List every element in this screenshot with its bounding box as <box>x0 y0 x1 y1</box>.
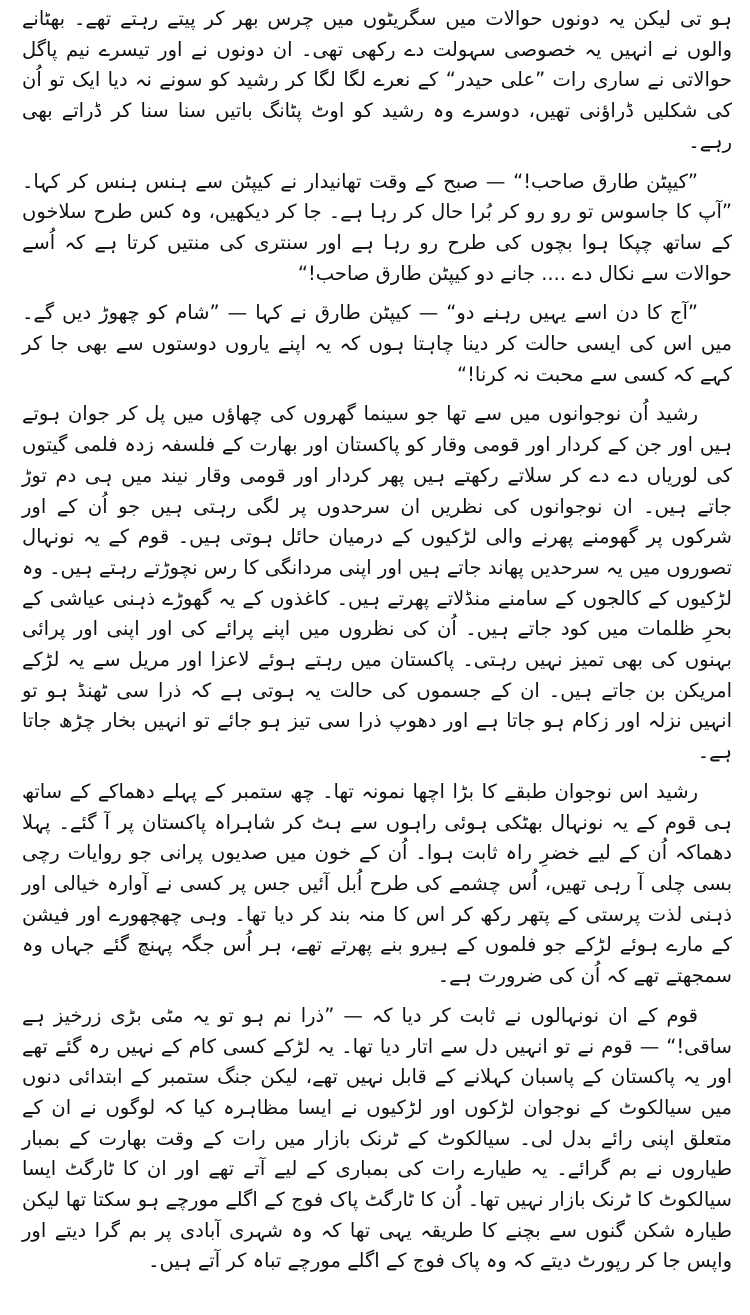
paragraph: رشید اس نوجوان طبقے کا بڑا اچھا نمونہ تھا۔ چھ ستمبر کے پہلے دھماکے کے ساتھ ہی قوم کے یہ نونہال بھٹکی ہوئی راہوں سے ہٹ کر شاہراہ پاکستان پر آ گئے۔ پہلا دھماکہ اُن کے لیے خضرِ راہ ثابت ہوا۔ اُن کے خون میں صدیوں پرانی جو روایات رچی بسی چلی آ رہی تھیں، اُس چشمے کی طرح اُبل آئیں جس پر کسی نے آوارہ خیالی اور ذہنی لذت پرستی کے پتھر رکھ کر اس کا منہ بند کر دیا تھا۔ وہی چھچھورے اور فیشن کے مارے ہوئے لڑکے جو فلموں کے ہیرو بنے پھرتے تھے، ہر اُس جگہ پہنچ گئے جہاں وہ سمجھتے تھے کہ اُن کی ضرورت ہے۔ <box>22 779 732 988</box>
paragraph: ”کیپٹن طارق صاحب!“ — صبح کے وقت تھانیدار نے کیپٹن سے ہنس ہنس کر کہا۔ ”آپ کا جاسوس تو رو رو کر بُرا حال کر رہا ہے۔ جا کر دیکھیں، وہ کس طرح سلاخوں کے ساتھ چپکا ہوا بچوں کی طرح رو رہا ہے اور سنتری کی منتیں کرتا ہے کہ اُسے حوالات سے نکال دے .... جانے دو کیپٹن طارق صاحب!“ <box>22 169 732 285</box>
paragraph: رشید اُن نوجوانوں میں سے تھا جو سینما گھروں کی چھاؤں میں پل کر جوان ہوتے ہیں اور جن کے کردار اور قومی وقار کو پاکستان اور بھارت کے فلسفہ زدہ فلمی گیتوں کی لوریاں دے دے کر سلاتے رکھتے ہیں پھر کردار اور قومی وقار نیند میں ہی دم توڑ جاتے ہیں۔ ان نوجوانوں کی نظریں ان سرحدوں پر لگی رہتی ہیں جو اُن کے اور شرکوں پر گھومنے پھرنے والی لڑکیوں کے درمیان حائل ہوتی ہیں۔ قوم کے یہ نونہال تصوروں میں یہ سرحدیں پھاند جاتے ہیں اور اپنی مردانگی کا رس نچوڑتے رہتے ہیں۔ وہ لڑکیوں کے کالجوں کے سامنے منڈلاتے پھرتے ہیں۔ کاغذوں کے یہ گھوڑے ذہنی عیاشی کے بحرِ ظلمات میں کود جاتے ہیں۔ اُن کی نظروں میں اپنے پرائے کی اور اپنی اور پرائی بہنوں کی بھی تمیز نہیں رہتی۔ پاکستان میں رہتے ہوئے لاعزا اور مریل سے یہ لڑکے امریکن بن جاتے ہیں۔ ان کے جسموں کی حالت یہ ہوتی ہے کہ ذرا سی ٹھنڈ ہو تو انہیں نزلہ اور زکام ہو جاتا ہے اور دھوپ ذرا سی تیز ہو جائے تو انہیں بخار چڑھ جاتا ہے۔ <box>22 402 732 764</box>
paragraph: ہو تی لیکن یہ دونوں حوالات میں سگریٹوں میں چرس بھر کر پیتے رہتے تھے۔ بھٹانے والوں نے انہیں یہ خصوصی سہولت دے رکھی تھی۔ ان دونوں نے اور تیسرے نیم پاگل حوالاتی نے ساری رات ”علی حیدر“ کے نعرے لگا لگا کر رشید کو سونے نہ دیا ایک تو اُن کی شکلیں ڈراؤنی تھیں، دوسرے وہ رشید کو اوٹ پٹانگ باتیں سنا سنا کر ڈراتے بھی رہے۔ <box>22 7 732 153</box>
paragraph: ”آج کا دن اسے یہیں رہنے دو“ — کیپٹن طارق نے کہا — ”شام کو چھوڑ دیں گے۔ میں اس کی ایسی حالت کر دینا چاہتا ہوں کہ یہ اپنے یاروں دوستوں سے بھی جا کر کہے کہ کسی سے محبت نہ کرنا!“ <box>22 301 732 386</box>
paragraph: قوم کے ان نونہالوں نے ثابت کر دیا کہ — ”ذرا نم ہو تو یہ مٹی بڑی زرخیز ہے ساقی!“ — قوم نے تو انہیں دل سے اتار دیا تھا۔ یہ لڑکے کسی کام کے نہیں رہ گئے تھے اور یہ پاکستان کے پاسبان کہلانے کے قابل نہیں تھے، لیکن جنگ ستمبر کے ابتدائی دنوں میں سیالکوٹ کے نوجوان لڑکوں اور لڑکیوں نے ایسا مظاہرہ کیا کہ لوگوں نے ان کے متعلق اپنی رائے بدل لی۔ سیالکوٹ کے ٹرنک بازار میں رات کے وقت بھارت کے بمبار طیاروں نے بم گرائے۔ یہ طیارے رات کی بمباری کے لیے آتے تھے اور ان کا ٹارگٹ ایسا سیالکوٹ کا ٹرنک بازار نہیں تھا۔ اُن کا ٹارگٹ پاک فوج کے اگلے مورچے ہو سکتا تھا لیکن طیارہ شکن گنوں سے بچنے کا طریقہ یہی تھا کہ وہ شہری آبادی پر بم گرا دیتے اور واپس جا کر رپورٹ دیتے کہ وہ پاک فوج کے اگلے مورچے تباہ کر آتے ہیں۔ <box>22 1003 732 1273</box>
page-text <box>22 4 732 1277</box>
